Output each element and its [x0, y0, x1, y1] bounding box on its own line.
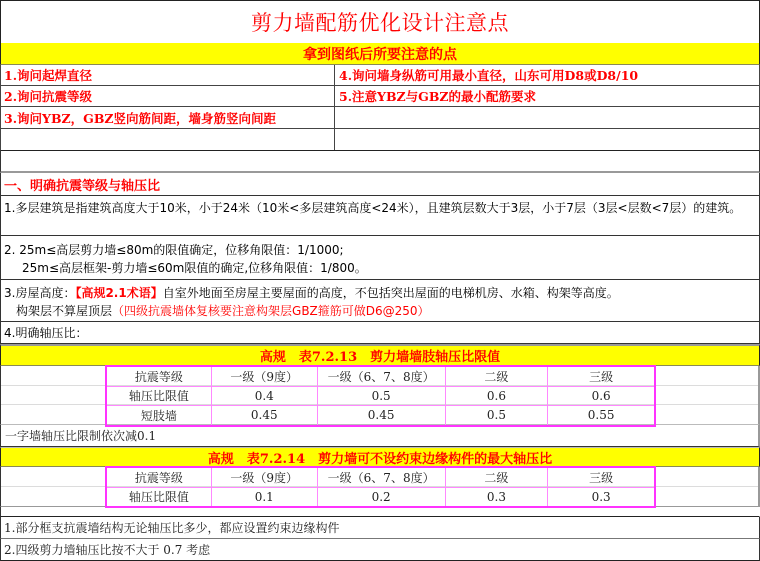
item-4-axial-ratio: 4.明确轴压比： [0, 322, 760, 344]
item-3-line2-prefix: 构架层不算屋顶层 [16, 304, 113, 318]
checklist-item-empty [335, 129, 759, 150]
table-cell: 0.1 [211, 487, 317, 507]
note-1: 1.部分框支抗震墙结构无论轴压比多少，都应设置约束边缘构件 [0, 517, 760, 539]
checklist-item-4: 4.询问墙身纵筋可用最小直径，山东可用D8或D8/10 [339, 68, 639, 83]
table-row [107, 406, 655, 426]
table-cell: 0.45 [317, 406, 445, 426]
table-cell: 轴压比限值 [107, 386, 212, 406]
section-1-heading: 一、明确抗震等级与轴压比 [0, 173, 760, 196]
item-3-line2-note: （四级抗震墙体复核要注意构架层GBZ箍筋可做D6@250） [112, 304, 430, 318]
item-1-multistory-definition: 1.多层建筑是指建筑高度大于10米，小于24米（10米<多层建筑高度<24米），且建筑层数大于3层，小于7层（3层<层数<7层）的建筑。 [0, 196, 760, 236]
table-cell: 0.2 [317, 487, 445, 507]
table-header-cell: 一级（6、7、8度） [317, 468, 445, 488]
table-header-cell: 三级 [548, 367, 655, 387]
table-cell: 0.55 [548, 406, 655, 426]
empty-row [0, 151, 760, 173]
table-7-2-14-caption: 高规 表7.2.14 剪力墙可不设约束边缘构件的最大轴压比 [0, 447, 760, 467]
table-cell: 0.5 [317, 386, 445, 406]
table-header-cell: 三级 [548, 468, 655, 488]
table-header-cell: 一级（9度） [211, 367, 317, 387]
item-3-code-reference: 【高规2.1术语】 [75, 286, 163, 300]
spacer-row [0, 507, 760, 517]
table-header-row [107, 367, 655, 387]
item-3-prefix: 3.房屋高度： [4, 286, 76, 300]
checklist-row [0, 129, 760, 151]
checklist-row [0, 86, 760, 107]
table-header-cell: 抗震等级 [107, 468, 212, 488]
page-title: 剪力墙配筋优化设计注意点 [0, 0, 760, 44]
table-7-2-13-note: 一字墙轴压比限制依次减0.1 [0, 425, 760, 447]
item-2-line-2: 25m≤高层框架-剪力墙≤60m限值的确定,位移角限值：1/800。 [22, 261, 367, 275]
item-3-rest: 自室外地面至房屋主要屋面的高度，不包括突出屋面的电梯机房、水箱、构架等高度。 [162, 286, 619, 300]
item-2-drift-limits [0, 236, 760, 280]
checklist-item-2: 2.询问抗震等级 [1, 86, 335, 106]
table-cell: 0.3 [548, 487, 655, 507]
checklist-item-5: 5.注意YBZ与GBZ的最小配筋要求 [339, 89, 537, 104]
table-7-2-13-caption: 高规 表7.2.13 剪力墙墙肢轴压比限值 [0, 344, 760, 366]
table-cell: 短肢墙 [107, 406, 212, 426]
checklist-item-empty [335, 107, 759, 128]
checklist-item-3: 3.询问YBZ，GBZ竖向筋间距，墙身筋竖向间距 [1, 107, 335, 128]
table-cell: 0.5 [445, 406, 548, 426]
table-cell: 0.45 [211, 406, 317, 426]
checklist-row [0, 107, 760, 129]
table-7-2-13 [106, 366, 655, 426]
table-cell: 0.3 [445, 487, 548, 507]
table-header-cell: 一级（6、7、8度） [317, 367, 445, 387]
section-header-checklist: 拿到图纸后所要注意的点 [0, 43, 760, 65]
table-header-cell: 抗震等级 [107, 367, 212, 387]
table-cell: 0.4 [211, 386, 317, 406]
table-header-cell: 一级（9度） [211, 468, 317, 488]
table-cell: 0.6 [548, 386, 655, 406]
table-cell: 轴压比限值 [107, 487, 212, 507]
table-header-cell: 二级 [445, 468, 548, 488]
checklist-item-empty [1, 129, 335, 150]
item-3-building-height [0, 280, 760, 322]
note-2: 2.四级剪力墙轴压比按不大于 0.7 考虑 [0, 539, 760, 561]
table-cell: 0.6 [445, 386, 548, 406]
table-row [107, 386, 655, 406]
table-header-row [107, 468, 655, 488]
table-header-cell: 二级 [445, 367, 548, 387]
checklist-item-1: 1.询问起焊直径 [1, 65, 335, 85]
table-row [107, 487, 655, 507]
item-2-line-1: 2. 25m≤高层剪力墙≤80m的限值确定，位移角限值：1/1000; [4, 243, 344, 257]
checklist-row [0, 65, 760, 86]
table-7-2-14 [106, 467, 655, 507]
